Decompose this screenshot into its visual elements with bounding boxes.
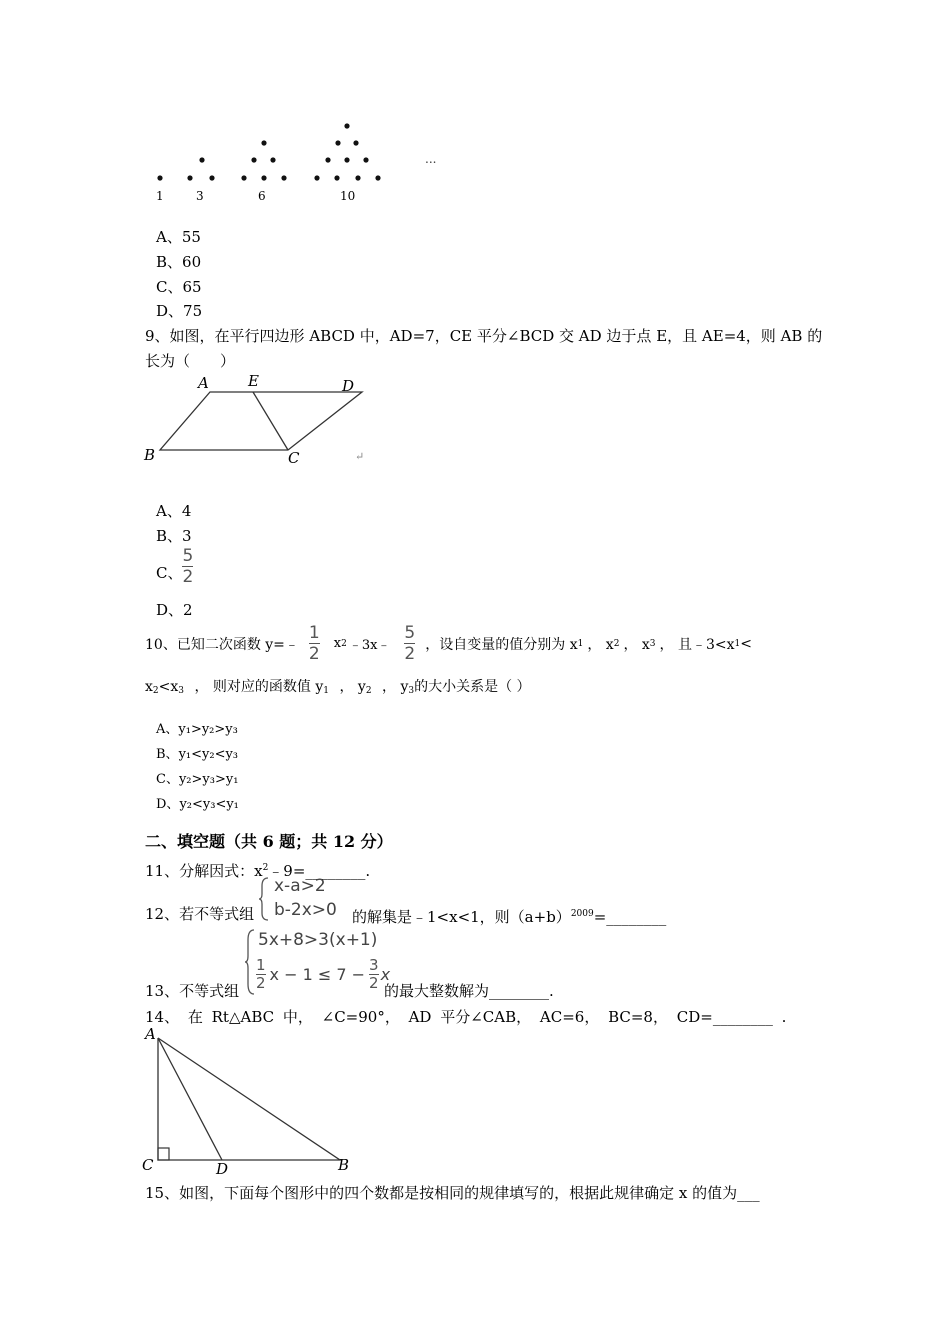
label-a: A bbox=[198, 374, 209, 392]
sub: 2 bbox=[613, 638, 620, 649]
dot bbox=[355, 175, 360, 180]
q14-question: 14、 在 Rt△ABC 中， ∠C=90°， AD 平分∠CAB， AC=6， BC=8， CD=________ . bbox=[145, 1008, 787, 1026]
dots-label-1: 1 bbox=[156, 189, 164, 203]
q10-part6: ， x bbox=[623, 636, 650, 653]
q10-option-c-text: y₂>y₃>y₁ bbox=[178, 772, 239, 787]
frac-den: 2 bbox=[256, 974, 266, 992]
q10-part3: ﹣3x﹣ bbox=[348, 638, 391, 653]
q10-option-d-text: y₂<y₃<y₁ bbox=[179, 797, 239, 812]
segment-ce bbox=[253, 392, 288, 450]
q8-option-a: A、55 bbox=[156, 228, 201, 246]
q9-option-c bbox=[156, 547, 193, 586]
label-c: C bbox=[288, 449, 300, 467]
q13-line2-mid: x − 1 ≤ 7 − bbox=[269, 965, 366, 984]
frac-num: 5 bbox=[182, 546, 194, 566]
q12-exp: 2009 bbox=[570, 909, 594, 919]
q13-system-line2 bbox=[256, 958, 390, 991]
q10-line2-a: x bbox=[145, 679, 153, 695]
dot bbox=[334, 175, 339, 180]
dot bbox=[261, 140, 266, 145]
dot bbox=[335, 140, 340, 145]
sub: 3 bbox=[178, 686, 185, 696]
q12-suffix-wrap bbox=[352, 905, 666, 926]
sub: 1 bbox=[323, 686, 330, 696]
q10-part8: < bbox=[740, 635, 752, 652]
q10-part1: 10、已知二次函数 y=﹣ bbox=[145, 636, 299, 653]
label-d: D bbox=[342, 377, 355, 395]
fraction-1-2-c bbox=[256, 958, 266, 991]
dots-pattern-figure bbox=[140, 118, 460, 208]
frac-den: 2 bbox=[369, 974, 379, 992]
frac-den: 2 bbox=[182, 567, 194, 587]
q8-option-d: D、75 bbox=[156, 302, 203, 320]
brace-icon bbox=[258, 876, 270, 922]
q12-prefix: 12、若不等式组 bbox=[145, 905, 255, 923]
parallelogram-abcd bbox=[160, 392, 362, 450]
dot bbox=[325, 157, 330, 162]
sub: 3 bbox=[649, 638, 656, 649]
q11-text: 11、分解因式：x bbox=[145, 862, 263, 880]
dot bbox=[157, 175, 162, 180]
q10-exp: 2 bbox=[341, 638, 347, 649]
dots-label-6: 6 bbox=[258, 189, 266, 203]
q8-option-b: B、60 bbox=[156, 253, 202, 271]
q10-part7: ， 且﹣3<x bbox=[659, 636, 735, 653]
return-mark: ↵ bbox=[355, 450, 365, 463]
brace-icon bbox=[244, 928, 256, 996]
label-e: E bbox=[248, 372, 259, 390]
frac-num: 1 bbox=[256, 956, 266, 974]
q15-question: 15、如图，下面每个图形中的四个数都是按相同的规律填写的，根据此规律确定 x 的值为___ bbox=[145, 1184, 760, 1202]
frac-num: 1 bbox=[308, 623, 320, 643]
q13-line2-end: x bbox=[380, 965, 391, 984]
parallelogram-figure bbox=[140, 370, 380, 470]
dot bbox=[209, 175, 214, 180]
q8-option-c: C、65 bbox=[156, 278, 202, 296]
label-b: B bbox=[338, 1156, 350, 1174]
frac-den: 2 bbox=[308, 644, 320, 664]
q10-option-d-prefix: D、 bbox=[156, 797, 180, 812]
q13-system-line1: 5x+8>3(x+1) bbox=[258, 930, 378, 950]
sub: 1 bbox=[734, 638, 741, 649]
dot bbox=[281, 175, 286, 180]
label-d: D bbox=[216, 1160, 229, 1178]
q10-line2-f: 的大小关系是（ ） bbox=[414, 679, 531, 695]
q10-line2-e: ， y bbox=[382, 679, 409, 695]
q9-option-b: B、3 bbox=[156, 527, 192, 545]
q9-option-a: A、4 bbox=[156, 502, 192, 520]
label-a: A bbox=[145, 1025, 156, 1043]
fraction-1-2 bbox=[309, 624, 320, 663]
triangle-abc bbox=[158, 1038, 340, 1160]
right-angle-marker bbox=[158, 1148, 169, 1160]
q10-option-b-prefix: B、 bbox=[156, 747, 179, 762]
q12-system-line1: x-a>2 bbox=[274, 876, 326, 896]
dot bbox=[187, 175, 192, 180]
q10-question-line1 bbox=[145, 624, 752, 663]
q9-question-line2: 长为（ ） bbox=[145, 352, 236, 370]
sub: 1 bbox=[577, 638, 584, 649]
q10-question-line2 bbox=[145, 676, 531, 696]
dots-label-10: 10 bbox=[340, 189, 356, 203]
label-b: B bbox=[144, 446, 156, 464]
sub: 2 bbox=[152, 686, 159, 696]
right-triangle-figure bbox=[140, 1024, 360, 1180]
fraction-3-2 bbox=[369, 958, 379, 991]
dot bbox=[344, 123, 349, 128]
q13-suffix: 的最大整数解为________. bbox=[384, 982, 554, 1000]
sub: 3 bbox=[408, 686, 415, 696]
q10-line2-d: ， y bbox=[339, 679, 366, 695]
dot bbox=[241, 175, 246, 180]
dots-ellipsis: ... bbox=[425, 152, 437, 166]
q10-option-d bbox=[156, 793, 239, 812]
q10-option-b bbox=[156, 743, 238, 762]
q9-option-d: D、2 bbox=[156, 601, 193, 619]
frac-den: 2 bbox=[404, 644, 416, 664]
q11-exp: 2 bbox=[262, 863, 269, 873]
q10-option-a-prefix: A、 bbox=[156, 722, 179, 737]
q9-option-c-prefix: C、 bbox=[156, 563, 183, 582]
q10-line2-c: ， 则对应的函数值 y bbox=[194, 679, 324, 695]
q10-option-a bbox=[156, 718, 238, 737]
label-c: C bbox=[142, 1156, 154, 1174]
q10-option-c-prefix: C、 bbox=[156, 772, 179, 787]
frac-num: 5 bbox=[404, 623, 416, 643]
segment-ad bbox=[158, 1038, 222, 1160]
q12-tail: =________ bbox=[593, 908, 667, 926]
dot bbox=[363, 157, 368, 162]
q13-prefix: 13、不等式组 bbox=[145, 982, 240, 1000]
frac-num: 3 bbox=[369, 956, 379, 974]
dot bbox=[375, 175, 380, 180]
q9-question-line1: 9、如图，在平行四边形 ABCD 中，AD=7，CE 平分∠BCD 交 AD 边于点 E，且 AE=4，则 AB 的 bbox=[145, 327, 823, 345]
dots-label-3: 3 bbox=[196, 189, 204, 203]
q12-system-line2: b-2x>0 bbox=[274, 900, 337, 920]
fraction-5-2-b bbox=[404, 624, 415, 663]
q10-part4: ，设自变量的值分别为 x bbox=[425, 636, 578, 653]
dot bbox=[344, 157, 349, 162]
dot bbox=[251, 157, 256, 162]
sub: 2 bbox=[365, 686, 372, 696]
q11-rest: ﹣9=________. bbox=[268, 862, 371, 880]
q10-line2-b: <x bbox=[158, 679, 179, 695]
dot bbox=[353, 140, 358, 145]
q10-option-c bbox=[156, 768, 238, 787]
q12-suffix: 的解集是﹣1<x<1，则（a+b） bbox=[352, 908, 571, 926]
dot bbox=[270, 157, 275, 162]
dot bbox=[261, 175, 266, 180]
section-2-title: 二、填空题（共 6 题；共 12 分） bbox=[145, 832, 393, 851]
dot bbox=[314, 175, 319, 180]
q10-option-a-text: y₁>y₂>y₃ bbox=[178, 722, 238, 737]
q10-part2: x bbox=[333, 636, 342, 651]
dot bbox=[199, 157, 204, 162]
q10-part5: ， x bbox=[587, 636, 614, 653]
q10-option-b-text: y₁<y₂<y₃ bbox=[178, 747, 239, 762]
fraction-5-2 bbox=[182, 547, 193, 586]
